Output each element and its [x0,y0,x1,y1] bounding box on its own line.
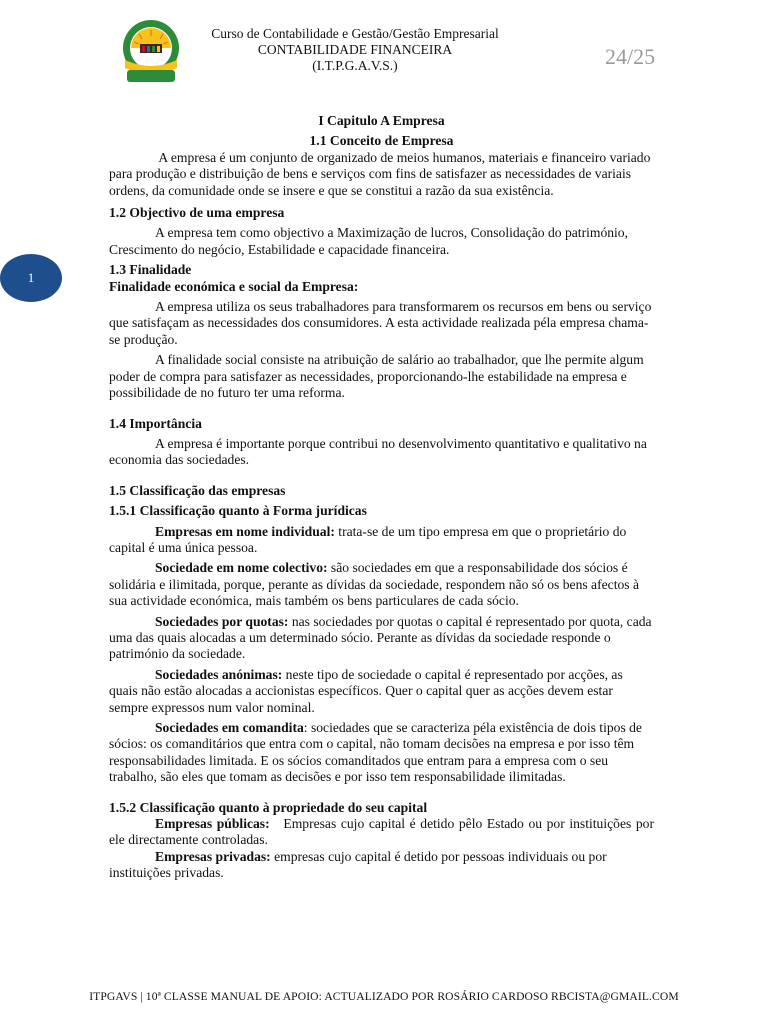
term: Sociedades por quotas: [155,613,289,629]
section-title-1-5: 1.5 Classificação das empresas [109,482,286,498]
term: Empresas públicas: [155,816,270,832]
term: Sociedades em comandita [155,720,304,735]
definition: são sociedades em que a responsabilidade dos sócios é solidária e ilimitada, porque, perante as dívidas da sociedade, respondem não só os bens afectos à sua actividade económica, mais também os bens particulares de cada sócio. [109,560,639,609]
definition: empresas cujo capital é detido por pessoas individuais ou por instituições privadas. [109,848,607,881]
term: Sociedade em nome colectivo: [155,560,328,576]
paragraph-1-1: A empresa é um conjunto de organizado de meios humanos, materiais e financeiro variado para produção e distribuição de bens e serviços com fins de satisfazer as necessidades de variais ordens, da comunidade onde se insere e que se constitui a razão da sua existência. [109,149,654,198]
legal-form-comandita [109,720,654,786]
legal-form-quotas [109,614,654,663]
definition: Empresas cujo capital é detido pêlo Estado ou por instituições por ele directamente controladas. [109,816,658,848]
section-title-1-5-2: 1.5.2 Classificação quanto à propriedade do seu capital [109,799,428,815]
legal-form-anonimas [109,667,654,716]
definition: nas sociedades por quotas o capital é representado por quota, cada uma das quais alocadas a um determinado sócio. Perante as dívidas da sociedade responde o património da sociedade. [109,613,652,662]
definition: neste tipo de sociedade o capital é representado por acções, as quais não estão alocadas a accionistas específicos. Quer o capital quer as acções devem estar sempre expressos num valor nominal. [109,666,623,715]
legal-form-colectivo [109,560,654,609]
section-title-1-3: 1.3 Finalidade [109,262,192,278]
header-titles [170,26,540,74]
section-title-1-5-1: 1.5.1 Classificação quanto à Forma jurídicas [109,503,367,519]
course-title: Curso de Contabilidade e Gestão/Gestão Empresarial [211,26,499,41]
section-title-1-4: 1.4 Importância [109,415,202,431]
page-header [0,0,768,100]
page-number: 24/25 [605,44,656,69]
ownership-publicas [109,816,658,849]
definition: : sociedades que se caracteriza péla existência de dois tipos de sócios: os comanditários que entra com o capital, não tomam decisões na empresa e por isso têm responsabilidades limitada. E os sócios comanditados que entram para a empresa com o seu trabalho, são eles que tomam as decisões e por isso tem responsabilidade ilimitadas. [109,720,642,785]
term: Empresas em nome individual: [155,523,335,539]
institution-acronym: (I.T.P.G.A.V.S.) [312,58,398,73]
term: Empresas privadas: [155,848,271,864]
definition: trata-se de um tipo empresa em que o proprietário do capital é uma única pessoa. [109,523,627,555]
page-footer: ITPGAVS | 10ª CLASSE MANUAL DE APOIO: ACTUALIZADO POR ROSÁRIO CARDOSO RBCISTA@GMAIL.COM [89,990,679,1003]
ownership-privadas [109,849,654,882]
section-title-1-1: 1.1 Conceito de Empresa [309,133,454,149]
subsection-title-1-3: Finalidade económica e social da Empresa: [109,278,359,294]
chapter-title: I Capitulo A Empresa [318,113,445,128]
paragraph-1-4: A empresa é importante porque contribui no desenvolvimento quantitativo e qualitativo na economia das sociedades. [109,435,647,468]
legal-form-individual [109,524,654,557]
document-body [109,113,658,882]
paragraph-1-2: A empresa tem como objectivo a Maximização de lucros, Consolidação do património, Crescimento do negócio, Estabilidade e capacidade financeira. [109,225,629,257]
term: Sociedades anónimas: [155,666,283,682]
paragraph-1-3-a: A empresa utiliza os seus trabalhadores para transformarem os recursos em bens ou serviço que satisfaçam as necessidades dos consumidores. A esta actividade realizada péla empresa chama-se produção. [109,299,652,347]
side-page-badge: 1 [0,254,62,302]
section-title-1-2: 1.2 Objectivo de uma empresa [109,205,285,221]
subject-title: CONTABILIDADE FINANCEIRA [257,42,453,57]
paragraph-1-3-b: A finalidade social consiste na atribuição de salário ao trabalhador, que lhe permite algum poder de compra para satisfazer as necessidades, proporcionando-lhe estabilidade na empresa e possibilidade de no futuro ter uma reforma. [109,352,644,401]
